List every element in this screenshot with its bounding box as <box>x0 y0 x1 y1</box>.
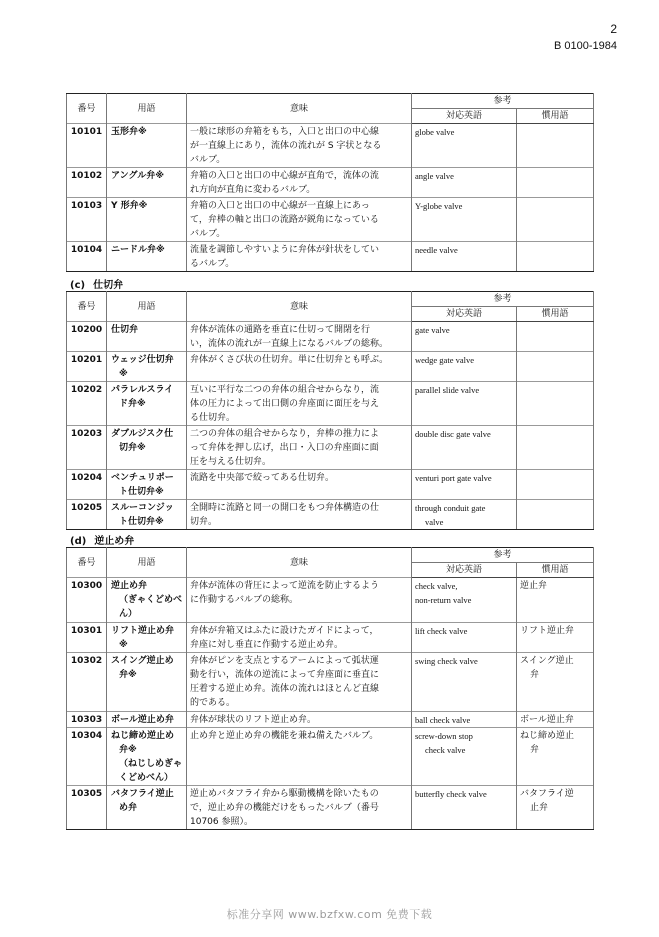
term-number: 10305 <box>67 786 107 830</box>
meaning-line: 二つの弁体の組合せからなり，弁棒の推力によ <box>190 429 380 439</box>
header-meaning: 意味 <box>187 94 412 124</box>
term-table <box>66 291 594 530</box>
meaning-line: で，逆止め弁の機能だけをもったバルブ（番号 <box>190 803 379 813</box>
english-line: parallel slide valve <box>415 385 480 395</box>
term-line: リフト逆止め弁 <box>111 626 175 636</box>
term-line: 切弁※ <box>119 443 146 453</box>
term-line: ねじ締め逆止め <box>111 731 175 741</box>
table-row <box>67 426 594 470</box>
common-term <box>517 470 594 500</box>
header-meaning: 意味 <box>187 292 412 322</box>
table-row <box>67 382 594 426</box>
table-row <box>67 168 594 198</box>
meaning-line: 一般に球形の弁箱をもち，入口と出口の中心線 <box>190 127 380 137</box>
term-name <box>107 728 187 786</box>
term-line: くどめべん） <box>119 773 174 783</box>
meaning-line: 弁体が球状のリフト逆止め弁。 <box>190 715 317 725</box>
term-number: 10301 <box>67 623 107 653</box>
term-line: パラレルスライ <box>111 385 174 395</box>
term-name <box>107 578 187 623</box>
term-name <box>107 426 187 470</box>
common-term <box>517 653 594 712</box>
meaning-line: 逆止めバタフライ弁から駆動機構を除いたもの <box>190 789 379 799</box>
section-title: 逆止め弁 <box>94 536 135 547</box>
table-row <box>67 728 594 786</box>
term-line: 玉形弁※ <box>111 127 147 137</box>
term-number: 10103 <box>67 198 107 242</box>
header-common: 慣用語 <box>517 563 594 578</box>
common-term <box>517 578 594 623</box>
english-line: globe valve <box>415 127 455 137</box>
header-term: 用語 <box>107 548 187 578</box>
english-term <box>412 500 517 530</box>
meaning-line: 全開時に流路と同一の開口をもつ弁体構造の仕 <box>190 503 380 513</box>
header-number: 番号 <box>67 94 107 124</box>
english-term <box>412 470 517 500</box>
english-term <box>412 322 517 352</box>
english-line: wedge gate valve <box>415 355 474 365</box>
common-term <box>517 352 594 382</box>
term-line: 逆止め弁 <box>111 581 148 591</box>
common-line: 逆止弁 <box>520 581 548 591</box>
meaning-line: 体の圧力によって出口側の弁座面に面圧を与え <box>190 399 380 409</box>
table-row <box>67 352 594 382</box>
meaning-line: 止め弁と逆止め弁の機能を兼ね備えたバルブ。 <box>190 731 379 741</box>
english-term <box>412 653 517 712</box>
term-name <box>107 786 187 830</box>
table-row <box>67 653 594 712</box>
term-line: ※ <box>119 369 128 379</box>
term-line: 弁※ <box>119 745 137 755</box>
term-number: 10101 <box>67 124 107 168</box>
english-line: venturi port gate valve <box>415 473 492 483</box>
english-term <box>412 242 517 272</box>
english-term <box>412 578 517 623</box>
header-reference: 参考 <box>412 94 594 109</box>
common-line: バタフライ逆 <box>520 789 574 799</box>
header-row <box>67 94 594 109</box>
header-reference: 参考 <box>412 548 594 563</box>
english-line: double disc gate valve <box>415 429 491 439</box>
section-title: 仕切弁 <box>93 280 124 291</box>
english-term <box>412 124 517 168</box>
term-meaning <box>187 653 412 712</box>
header-number: 番号 <box>67 292 107 322</box>
common-term <box>517 198 594 242</box>
common-line: 弁 <box>530 670 540 680</box>
table-row <box>67 322 594 352</box>
term-meaning <box>187 712 412 728</box>
section-heading <box>70 532 142 547</box>
term-name <box>107 470 187 500</box>
english-term <box>412 426 517 470</box>
term-meaning <box>187 728 412 786</box>
term-line: ト仕切弁※ <box>119 487 164 497</box>
common-term <box>517 500 594 530</box>
english-line: needle valve <box>415 245 458 255</box>
header-reference: 参考 <box>412 292 594 307</box>
term-name <box>107 322 187 352</box>
term-name <box>107 382 187 426</box>
term-meaning <box>187 352 412 382</box>
table-row <box>67 198 594 242</box>
header-english: 対応英語 <box>412 307 517 322</box>
header-meaning: 意味 <box>187 548 412 578</box>
term-number: 10200 <box>67 322 107 352</box>
meaning-line: 弁体が流体の通路を垂直に仕切って開閉を行 <box>190 325 371 335</box>
term-meaning <box>187 242 412 272</box>
term-line: ウェッジ仕切弁 <box>111 355 174 365</box>
common-line: 止弁 <box>530 803 549 813</box>
section-label: (d) <box>70 536 87 547</box>
section-heading <box>70 276 131 291</box>
standard-number: B 0100-1984 <box>554 40 617 52</box>
english-term <box>412 712 517 728</box>
table-row <box>67 623 594 653</box>
term-name <box>107 352 187 382</box>
term-meaning <box>187 322 412 352</box>
common-term <box>517 382 594 426</box>
term-line: ニードル弁※ <box>111 245 165 255</box>
english-line: angle valve <box>415 171 454 181</box>
header-term: 用語 <box>107 94 187 124</box>
meaning-line: 弁座に対し垂直に作動する逆止め弁。 <box>190 640 344 650</box>
common-term <box>517 124 594 168</box>
section-label: (c) <box>70 280 86 291</box>
meaning-line: い，流体の流れが一直線上になるバルブの総称。 <box>190 339 389 349</box>
term-name <box>107 500 187 530</box>
meaning-line: 互いに平行な二つの弁体の組合せからなり，流 <box>190 385 380 395</box>
common-term <box>517 623 594 653</box>
english-term <box>412 382 517 426</box>
meaning-line: 10706 参照）。 <box>190 817 253 827</box>
meaning-line: るバルブ。 <box>190 259 235 269</box>
meaning-line: バルブ。 <box>190 229 226 239</box>
header-common: 慣用語 <box>517 109 594 124</box>
meaning-line: 的である。 <box>190 698 236 708</box>
term-number: 10201 <box>67 352 107 382</box>
term-line: Y 形弁※ <box>111 201 148 211</box>
term-table <box>66 93 594 272</box>
english-term <box>412 786 517 830</box>
english-line: gate valve <box>415 325 450 335</box>
term-number: 10304 <box>67 728 107 786</box>
english-term <box>412 168 517 198</box>
term-meaning <box>187 500 412 530</box>
meaning-line: 弁箱の入口と出口の中心線が直角で，流体の流 <box>190 171 379 181</box>
english-term <box>412 728 517 786</box>
term-name <box>107 242 187 272</box>
meaning-line: 圧着する逆止め弁。流体の流れはほとんど直線 <box>190 684 380 694</box>
term-meaning <box>187 198 412 242</box>
common-line: 弁 <box>530 745 540 755</box>
header-term: 用語 <box>107 292 187 322</box>
term-line: ダブルジスク仕 <box>111 429 174 439</box>
term-number: 10202 <box>67 382 107 426</box>
term-line: ベンチュリポー <box>111 473 174 483</box>
meaning-line: 流路を中央部で絞ってある仕切弁。 <box>190 473 335 483</box>
english-line: lift check valve <box>415 626 468 636</box>
english-line: check valve <box>425 745 466 755</box>
english-line: Y-globe valve <box>415 201 463 211</box>
header-number: 番号 <box>67 548 107 578</box>
term-number: 10102 <box>67 168 107 198</box>
term-line: （ぎゃくどめべ <box>119 595 183 605</box>
term-line: バタフライ逆止 <box>111 789 174 799</box>
english-line: butterfly check valve <box>415 789 487 799</box>
english-term <box>412 352 517 382</box>
meaning-line: 切弁。 <box>190 517 218 527</box>
english-line: non-return valve <box>415 595 472 605</box>
page-number: 2 <box>610 22 617 36</box>
table-row <box>67 470 594 500</box>
term-number: 10303 <box>67 712 107 728</box>
header-common: 慣用語 <box>517 307 594 322</box>
term-line: ト仕切弁※ <box>119 517 164 527</box>
common-term <box>517 242 594 272</box>
english-line: swing check valve <box>415 656 478 666</box>
meaning-line: 圧を与える仕切弁。 <box>190 457 272 467</box>
common-line: リフト逆止弁 <box>520 626 575 636</box>
meaning-line: が一直線上にあり，流体の流れが S 字状となる <box>190 141 382 151</box>
term-table <box>66 547 594 830</box>
term-meaning <box>187 623 412 653</box>
term-number: 10205 <box>67 500 107 530</box>
meaning-line: って弁体を押し広げ，出口・入口の弁座面に面 <box>190 443 379 453</box>
table-row <box>67 124 594 168</box>
watermark: 标准分享网 www.bzfxw.com 免费下载 <box>226 908 433 921</box>
english-term <box>412 623 517 653</box>
meaning-line: れ方向が直角に変わるバルブ。 <box>190 185 316 195</box>
term-meaning <box>187 786 412 830</box>
header-row <box>67 292 594 307</box>
term-number: 10302 <box>67 653 107 712</box>
term-line: スルーコンジッ <box>111 503 174 513</box>
meaning-line: 弁箱の入口と出口の中心線が一直線上にあっ <box>190 201 370 211</box>
term-name <box>107 712 187 728</box>
table-row <box>67 242 594 272</box>
common-line: ボール逆止弁 <box>520 715 574 725</box>
term-line: ボール逆止め弁 <box>111 715 174 725</box>
term-line: ※ <box>119 640 128 650</box>
common-line: ねじ締め逆止 <box>520 731 575 741</box>
english-line: ball check valve <box>415 715 471 725</box>
table-row <box>67 500 594 530</box>
term-number: 10203 <box>67 426 107 470</box>
meaning-line: バルブ。 <box>190 155 226 165</box>
common-term <box>517 712 594 728</box>
term-line: ん） <box>119 609 138 619</box>
english-line: check valve, <box>415 581 458 591</box>
term-meaning <box>187 578 412 623</box>
term-meaning <box>187 382 412 426</box>
term-line: （ねじしめぎゃ <box>119 759 183 769</box>
meaning-line: て，弁棒の軸と出口の流路が鋭角になっている <box>190 215 379 225</box>
common-term <box>517 322 594 352</box>
term-name <box>107 653 187 712</box>
table-row <box>67 712 594 728</box>
common-term <box>517 786 594 830</box>
term-number: 10104 <box>67 242 107 272</box>
header-english: 対応英語 <box>412 563 517 578</box>
table-row <box>67 786 594 830</box>
common-term <box>517 426 594 470</box>
term-name <box>107 623 187 653</box>
common-line: スイング逆止 <box>520 656 574 666</box>
term-number: 10300 <box>67 578 107 623</box>
english-term <box>412 198 517 242</box>
term-name <box>107 124 187 168</box>
common-term <box>517 168 594 198</box>
meaning-line: 流量を調節しやすいように弁体が針状をしてい <box>190 245 380 255</box>
term-line: スイング逆止め <box>111 656 174 666</box>
meaning-line: 弁体が流体の背圧によって逆流を防止するよう <box>190 581 380 591</box>
meaning-line: る仕切弁。 <box>190 413 236 423</box>
term-meaning <box>187 168 412 198</box>
term-name <box>107 198 187 242</box>
meaning-line: 弁体がくさび状の仕切弁。単に仕切弁とも呼ぶ。 <box>190 355 389 365</box>
common-term <box>517 728 594 786</box>
term-meaning <box>187 470 412 500</box>
term-meaning <box>187 124 412 168</box>
term-line: め弁 <box>119 803 138 813</box>
term-line: アングル弁※ <box>111 171 164 181</box>
table-row <box>67 578 594 623</box>
meaning-line: 弁体が弁箱又はふたに設けたガイドによって， <box>190 626 379 636</box>
english-line: valve <box>425 517 444 527</box>
meaning-line: 動を行い，流体の逆流によって弁座面に垂直に <box>190 670 380 680</box>
term-line: 弁※ <box>119 670 137 680</box>
english-line: screw-down stop <box>415 731 473 741</box>
term-line: 仕切弁 <box>111 325 139 335</box>
header-row <box>67 548 594 563</box>
term-line: ド弁※ <box>119 399 146 409</box>
meaning-line: に作動するバルブの総称。 <box>190 595 299 605</box>
term-meaning <box>187 426 412 470</box>
term-name <box>107 168 187 198</box>
header-english: 対応英語 <box>412 109 517 124</box>
meaning-line: 弁体がピンを支点とするアームによって弧状運 <box>190 656 379 666</box>
english-line: through conduit gate <box>415 503 486 513</box>
term-number: 10204 <box>67 470 107 500</box>
